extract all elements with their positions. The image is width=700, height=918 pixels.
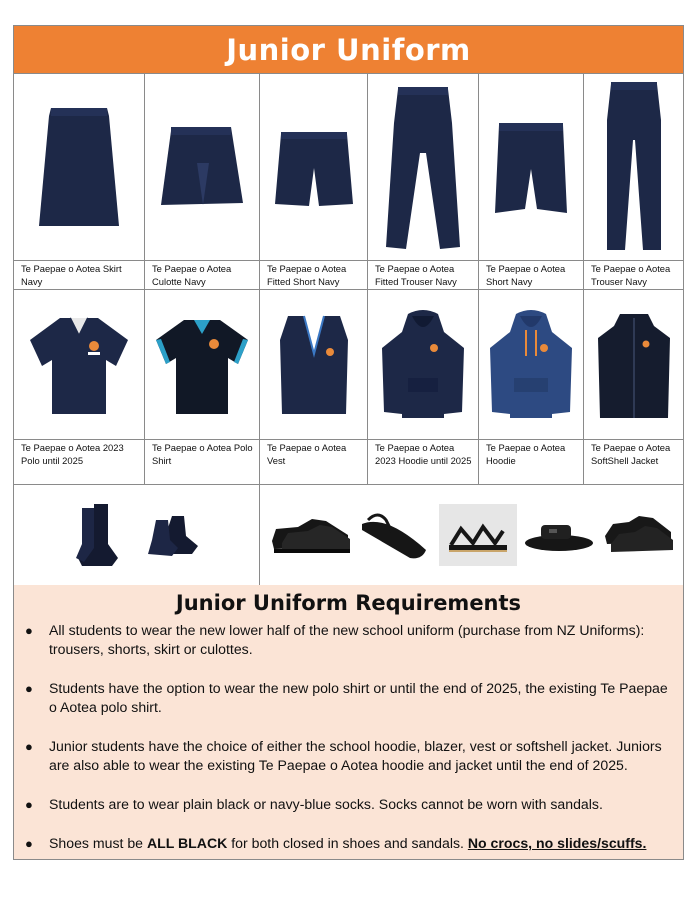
skirt-icon [29, 98, 129, 238]
culotte-caption: Te Paepae o Aotea Culotte Navy [145, 260, 259, 289]
trouser-cell [584, 73, 683, 290]
navy-sock-long-icon [72, 500, 122, 570]
fitted-short-caption: Te Paepae o Aotea Fitted Short Navy [260, 260, 367, 289]
hoodie-icon [486, 308, 576, 423]
black-canvas-shoe-icon [601, 510, 675, 560]
hoodie-2023-cell [368, 290, 479, 485]
sandal-photo-frame [439, 504, 517, 566]
skirt-caption: Te Paepae o Aotea Skirt Navy [14, 260, 144, 289]
bullet-icon: ● [25, 797, 33, 812]
polo-2023-cell [14, 290, 145, 485]
strappy-sandal-icon [443, 513, 513, 558]
fitted-trouser-icon [378, 83, 468, 253]
hoodie-cell [479, 290, 584, 485]
short-caption: Te Paepae o Aotea Short Navy [479, 260, 583, 289]
navy-sock-short-icon [142, 510, 202, 560]
fitted-trouser-caption: Te Paepae o Aotea Fitted Trouser Navy [368, 260, 478, 289]
fitted-trouser-cell [368, 73, 479, 290]
footwear-cell [260, 485, 683, 585]
short-cell [479, 73, 584, 290]
requirements-panel [14, 585, 683, 859]
short-icon [489, 113, 573, 223]
bullet-icon: ● [25, 623, 33, 638]
black-slide-icon [521, 515, 597, 555]
requirement-text: Students are to wear plain black or navy-blue socks. Socks cannot be worn with sandals. [49, 796, 603, 812]
list-item [24, 737, 674, 775]
requirement-emphasis: ALL BLACK [146, 835, 228, 851]
skirt-cell [14, 73, 145, 290]
softshell-jacket-cell [584, 290, 683, 485]
requirement-text: All students to wear the new lower half of the new school uniform (purchase from NZ Uniforms): trousers, shorts, skirt or culottes. [49, 622, 645, 657]
tops-row [14, 290, 683, 485]
requirement-text: for both closed in shoes and sandals. [227, 835, 468, 851]
hoodie-2023-caption: Te Paepae o Aotea 2023 Hoodie until 2025 [368, 439, 478, 484]
polo-shirt-caption: Te Paepae o Aotea Polo Shirt [145, 439, 259, 484]
requirements-list [24, 621, 674, 853]
softshell-jacket-icon [594, 308, 674, 423]
page-title: Junior Uniform [226, 32, 471, 67]
fitted-short-cell [260, 73, 368, 290]
hoodie-caption: Te Paepae o Aotea Hoodie [479, 439, 583, 484]
list-item [24, 679, 674, 717]
hoodie-2023-icon [378, 308, 468, 423]
polo-2023-icon [24, 310, 134, 420]
vest-caption: Te Paepae o Aotea Vest [260, 439, 367, 484]
uniform-sheet [13, 25, 684, 860]
bullet-icon: ● [25, 739, 33, 754]
requirements-title: Junior Uniform Requirements [175, 591, 522, 615]
requirement-text: Shoes must be [49, 835, 147, 851]
culotte-cell [145, 73, 260, 290]
trouser-caption: Te Paepae o Aotea Trouser Navy [584, 260, 683, 289]
black-school-shoe-icon [268, 513, 352, 558]
socks-cell [14, 485, 260, 585]
polo-shirt-cell [145, 290, 260, 485]
culotte-icon [157, 113, 247, 223]
black-sandal-icon [356, 508, 436, 563]
list-item [24, 834, 674, 853]
requirement-text: Students have the option to wear the new polo shirt or until the end of 2025, the existing Te Paepae o Aotea polo shirt. [49, 680, 668, 715]
vest-icon [274, 310, 354, 420]
lower-garments-row [14, 73, 683, 290]
polo-shirt-icon [152, 310, 252, 420]
accessories-row [14, 485, 683, 586]
banner [14, 26, 683, 74]
polo-2023-caption: Te Paepae o Aotea 2023 Polo until 2025 [14, 439, 144, 484]
softshell-jacket-caption: Te Paepae o Aotea SoftShell Jacket [584, 439, 683, 484]
requirement-text: Junior students have the choice of either the school hoodie, blazer, vest or softshell jacket. Juniors are also able to wear the existing Te Paepae o Aotea hoodie and jacket until the end of 2025. [49, 738, 662, 773]
list-item [24, 621, 674, 659]
vest-cell [260, 290, 368, 485]
trouser-icon [599, 80, 669, 255]
bullet-icon: ● [25, 836, 33, 851]
fitted-short-icon [269, 118, 359, 218]
bullet-icon: ● [25, 681, 33, 696]
list-item [24, 795, 674, 814]
requirement-warning: No crocs, no slides/scuffs. [467, 835, 647, 851]
